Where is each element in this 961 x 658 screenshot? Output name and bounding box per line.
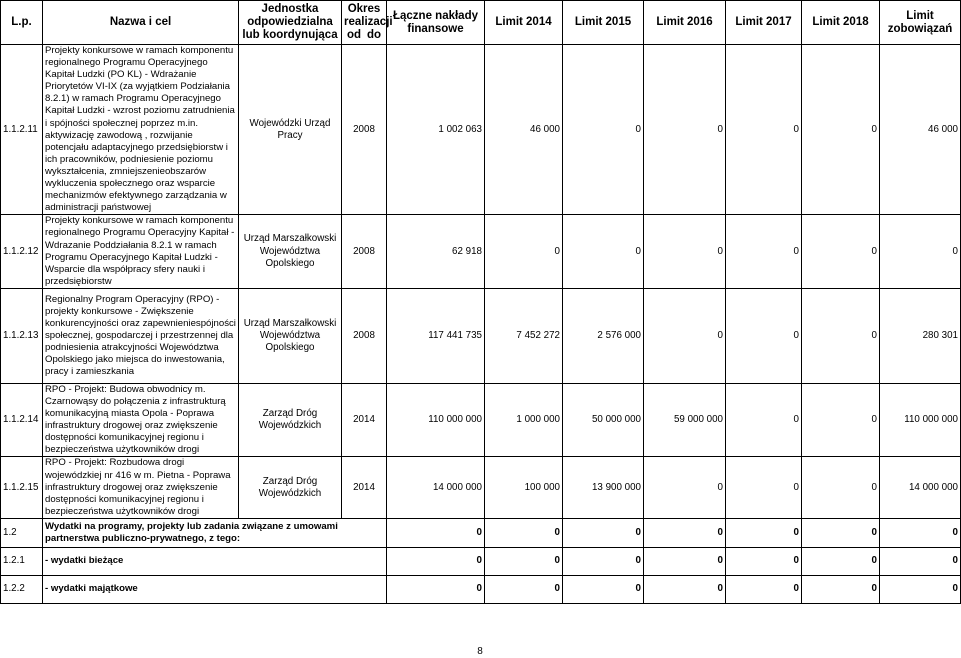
- row-name: RPO - Projekt: Budowa obwodnicy m. Czarnowąsy do połączenia z infrastrukturą komunikacyjną miasta Opola - Poprawa infrastruktury drogowej oraz zwiększenie dostępności komunikacyjnej regionu i bezpieczeństwa użytkowników drogi: [43, 383, 239, 457]
- summary-limit-2016: 0: [644, 575, 726, 603]
- row-name: Regionalny Program Operacyjny (RPO) - projekty konkursowe - Zwiększenie konkurencyjności oraz zapewnieniespójności społecznej, gospodarczej i przestrzennej dla podniesienia atrakcyjności Województwa Opolskiego jako miejsca do inwestowania, pracy i zamieszkania: [43, 288, 239, 383]
- summary-limit-2016: 0: [644, 518, 726, 547]
- summary-row: [1, 518, 961, 547]
- summary-row: [1, 575, 961, 603]
- summary-limit-2014: 0: [485, 575, 563, 603]
- summary-limit-obligations: 0: [880, 518, 961, 547]
- summary-limit-2017: 0: [726, 518, 802, 547]
- row-from: 2014: [342, 383, 387, 457]
- row-limit-obligations: 46 000: [880, 45, 961, 215]
- table-row: [1, 215, 961, 289]
- row-lp: 1.1.2.11: [1, 45, 43, 215]
- summary-limit-2015: 0: [563, 518, 644, 547]
- page-number: 8: [477, 646, 483, 657]
- header-limit-2014: Limit 2014: [485, 1, 563, 45]
- summary-limit-2018: 0: [802, 547, 880, 575]
- row-lp: 1.1.2.13: [1, 288, 43, 383]
- row-limit-2014: 1 000 000: [485, 383, 563, 457]
- row-limit-2015: 13 900 000: [563, 457, 644, 518]
- row-limit-2016: 0: [644, 215, 726, 289]
- summary-total: 0: [387, 547, 485, 575]
- row-limit-2017: 0: [726, 45, 802, 215]
- header-total: Łączne nakłady finansowe: [387, 1, 485, 45]
- row-limit-2016: 0: [644, 457, 726, 518]
- row-limit-2015: 0: [563, 215, 644, 289]
- row-unit: Urząd Marszałkowski Województwa Opolskiego: [239, 288, 342, 383]
- header-period-subcolumns: [344, 29, 384, 42]
- row-unit: Zarząd Dróg Wojewódzkich: [239, 383, 342, 457]
- row-total: 14 000 000: [387, 457, 485, 518]
- summary-limit-2017: 0: [726, 547, 802, 575]
- row-limit-2018: 0: [802, 383, 880, 457]
- summary-limit-2014: 0: [485, 547, 563, 575]
- row-limit-2015: 2 576 000: [563, 288, 644, 383]
- table-row: [1, 383, 961, 457]
- row-limit-2015: 0: [563, 45, 644, 215]
- summary-lp: 1.2: [1, 518, 43, 547]
- table-row: [1, 457, 961, 518]
- summary-limit-2015: 0: [563, 575, 644, 603]
- header-to: do: [366, 29, 382, 41]
- row-lp: 1.1.2.12: [1, 215, 43, 289]
- row-limit-obligations: 14 000 000: [880, 457, 961, 518]
- summary-limit-2014: 0: [485, 518, 563, 547]
- summary-limit-obligations: 0: [880, 547, 961, 575]
- header-limit-2018: Limit 2018: [802, 1, 880, 45]
- row-lp: 1.1.2.15: [1, 457, 43, 518]
- row-limit-obligations: 110 000 000: [880, 383, 961, 457]
- row-name: Projekty konkursowe w ramach komponentu regionalnego Programu Operacyjnego Kapitał Ludzki (PO KL) - Wdrażanie Priorytetów VI-IX (za wyjątkiem Podziałania 8.2.1) w ramach Programu Operacyjnego Kapitał Ludzki - wzrost poziomu zatrudnienia i spójności społecznej poprzez m.in. aktywizację zawodową , rozwijanie potencjału adaptacyjnego przedsiębiorstw i ich pracowników, podniesienie poziomu wykształcenia, zmniejszenieobszarów wykluczenia społecznego oraz wsparcie mechanizmów efektywnego zarządzania w administracji państwowej: [43, 45, 239, 215]
- summary-limit-obligations: 0: [880, 575, 961, 603]
- summary-name: - wydatki bieżące: [43, 547, 387, 575]
- row-limit-2017: 0: [726, 383, 802, 457]
- table-header-row: [1, 1, 961, 45]
- summary-limit-2015: 0: [563, 547, 644, 575]
- summary-lp: 1.2.2: [1, 575, 43, 603]
- header-limit-2015: Limit 2015: [563, 1, 644, 45]
- row-name: RPO - Projekt: Rozbudowa drogi wojewódzkiej nr 416 w m. Pietna - Poprawa infrastruktury drogowej oraz zwiększenie dostępności komunikacyjnej regionu i bezpieczeństwa użytkowników drogi: [43, 457, 239, 518]
- row-from: 2014: [342, 457, 387, 518]
- row-limit-2014: 7 452 272: [485, 288, 563, 383]
- row-limit-2017: 0: [726, 288, 802, 383]
- row-limit-2017: 0: [726, 215, 802, 289]
- summary-limit-2018: 0: [802, 575, 880, 603]
- row-total: 117 441 735: [387, 288, 485, 383]
- summary-name: - wydatki majątkowe: [43, 575, 387, 603]
- summary-name: Wydatki na programy, projekty lub zadania związane z umowami partnerstwa publiczno-prywatnego, z tego:: [43, 518, 387, 547]
- row-unit: Zarząd Dróg Wojewódzkich: [239, 457, 342, 518]
- row-limit-obligations: 280 301: [880, 288, 961, 383]
- header-from: od: [346, 29, 362, 41]
- row-unit: Urząd Marszałkowski Województwa Opolskiego: [239, 215, 342, 289]
- summary-limit-2017: 0: [726, 575, 802, 603]
- header-limit-obligations: Limit zobowiązań: [880, 1, 961, 45]
- header-limit-2017: Limit 2017: [726, 1, 802, 45]
- table-body: [1, 45, 961, 604]
- summary-lp: 1.2.1: [1, 547, 43, 575]
- header-name: Nazwa i cel: [43, 1, 239, 45]
- header-unit: Jednostka odpowiedzialna lub koordynująca: [239, 1, 342, 45]
- row-unit: Wojewódzki Urząd Pracy: [239, 45, 342, 215]
- row-limit-2016: 59 000 000: [644, 383, 726, 457]
- row-limit-2014: 46 000: [485, 45, 563, 215]
- summary-total: 0: [387, 518, 485, 547]
- row-name: Projekty konkursowe w ramach komponentu regionalnego Programu Operacyjny Kapitał - Wdrazanie Poddziałania 8.2.1 w ramach Programu Operacyjnego Kapitał Ludzki - Wsparcie dla współpracy sfery nauki i przedsiębiorstw: [43, 215, 239, 289]
- summary-row: [1, 547, 961, 575]
- row-limit-2016: 0: [644, 45, 726, 215]
- row-limit-2017: 0: [726, 457, 802, 518]
- header-limit-2016: Limit 2016: [644, 1, 726, 45]
- row-limit-2014: 100 000: [485, 457, 563, 518]
- row-lp: 1.1.2.14: [1, 383, 43, 457]
- row-limit-2015: 50 000 000: [563, 383, 644, 457]
- summary-total: 0: [387, 575, 485, 603]
- row-limit-2016: 0: [644, 288, 726, 383]
- row-limit-2018: 0: [802, 457, 880, 518]
- row-limit-obligations: 0: [880, 215, 961, 289]
- summary-limit-2016: 0: [644, 547, 726, 575]
- header-lp: L.p.: [1, 1, 43, 45]
- row-limit-2018: 0: [802, 288, 880, 383]
- summary-limit-2018: 0: [802, 518, 880, 547]
- row-total: 1 002 063: [387, 45, 485, 215]
- row-limit-2014: 0: [485, 215, 563, 289]
- row-limit-2018: 0: [802, 45, 880, 215]
- row-from: 2008: [342, 45, 387, 215]
- row-from: 2008: [342, 215, 387, 289]
- table-row: [1, 45, 961, 215]
- row-from: 2008: [342, 288, 387, 383]
- header-period-label: Okres realizacji: [344, 3, 393, 28]
- table-row: [1, 288, 961, 383]
- row-total: 110 000 000: [387, 383, 485, 457]
- row-total: 62 918: [387, 215, 485, 289]
- header-period: [342, 1, 393, 45]
- row-limit-2018: 0: [802, 215, 880, 289]
